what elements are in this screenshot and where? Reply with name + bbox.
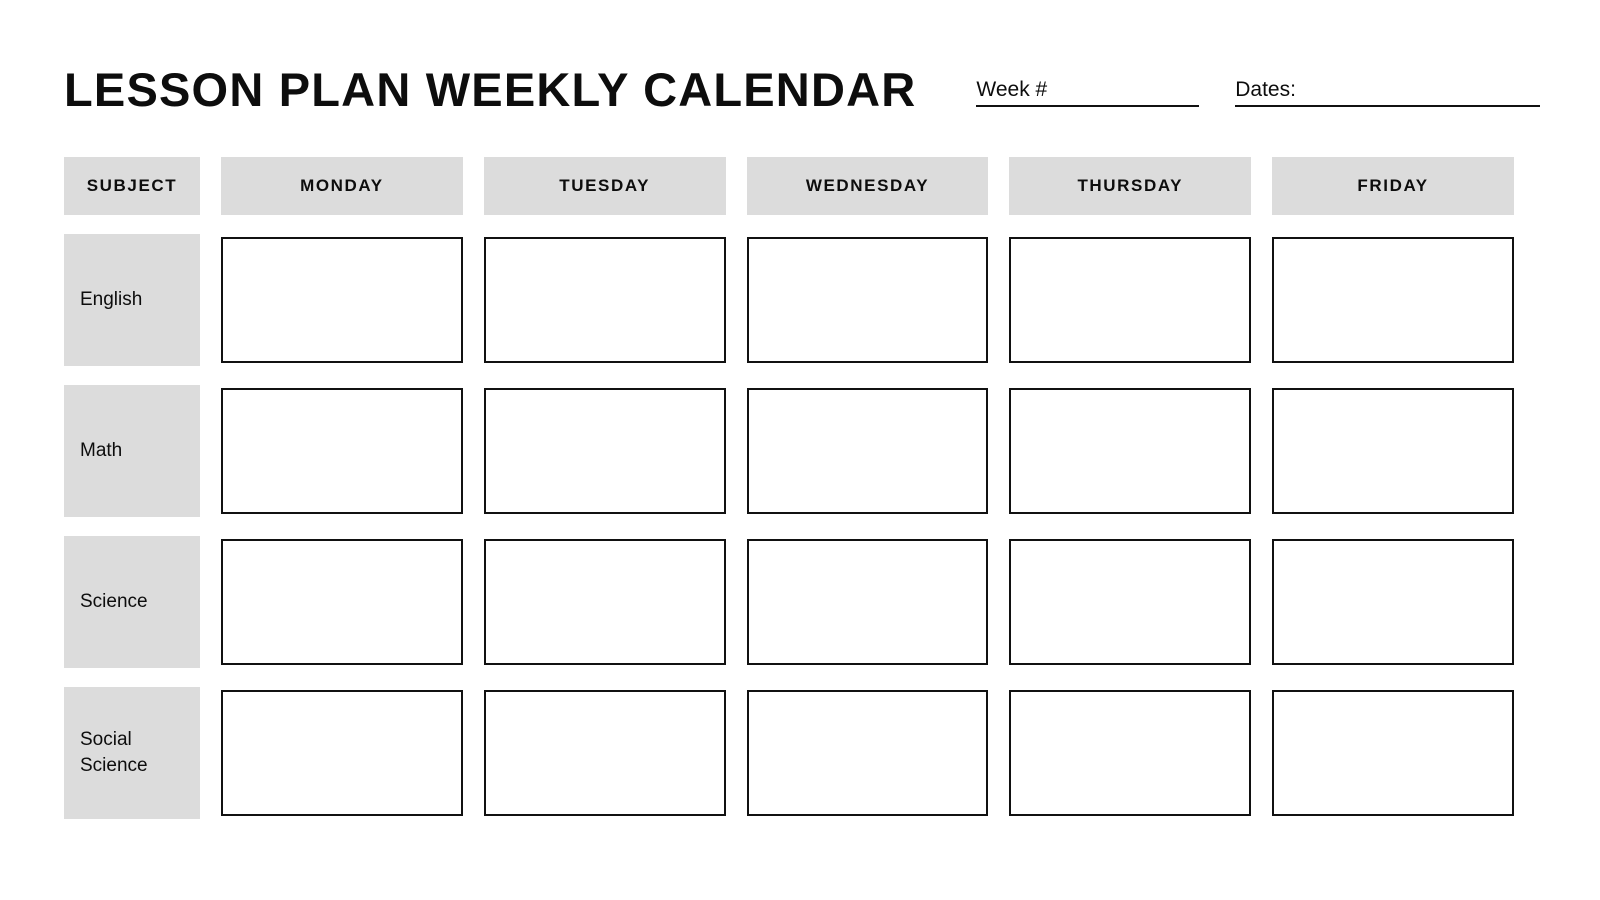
cell-social-science-tuesday-text [486,692,724,814]
cell-science-monday-text [223,541,461,663]
column-header-subject: SUBJECT [64,157,200,215]
cell-science-friday-text [1274,541,1512,663]
header-fields [976,78,1540,107]
page-title: LESSON PLAN WEEKLY CALENDAR [64,63,917,116]
cell-social-science-thursday[interactable] [1009,690,1251,816]
column-header-monday: MONDAY [221,157,463,215]
column-header-thursday: THURSDAY [1009,157,1251,215]
cell-english-tuesday-text [486,239,724,361]
cell-science-thursday[interactable] [1009,539,1251,665]
cell-math-tuesday-text [486,390,724,512]
dates-field[interactable] [1235,78,1540,107]
cell-social-science-monday-text [223,692,461,814]
cell-science-wednesday[interactable] [747,539,989,665]
cell-social-science-tuesday[interactable] [484,690,726,816]
cell-english-thursday-text [1011,239,1249,361]
cell-science-wednesday-text [749,541,987,663]
page-header [64,60,1536,130]
cell-english-wednesday[interactable] [747,237,989,363]
table-row [64,536,1514,668]
cell-english-friday-text [1274,239,1512,361]
subject-label-science: Science [64,536,200,668]
table-row [64,687,1514,819]
weekly-calendar-table [64,157,1514,819]
subject-label-social-science: Social Science [64,687,200,819]
cell-social-science-wednesday-text [749,692,987,814]
cell-math-monday[interactable] [221,388,463,514]
cell-math-wednesday[interactable] [747,388,989,514]
cell-science-tuesday[interactable] [484,539,726,665]
cell-social-science-friday[interactable] [1272,690,1514,816]
cell-english-monday[interactable] [221,237,463,363]
cell-english-friday[interactable] [1272,237,1514,363]
subject-label-math: Math [64,385,200,517]
column-header-friday: FRIDAY [1272,157,1514,215]
cell-english-monday-text [223,239,461,361]
cell-science-tuesday-text [486,541,724,663]
cell-science-monday[interactable] [221,539,463,665]
cell-social-science-thursday-text [1011,692,1249,814]
dates-field-input[interactable] [1300,78,1540,105]
table-row [64,385,1514,517]
cell-math-tuesday[interactable] [484,388,726,514]
cell-english-thursday[interactable] [1009,237,1251,363]
dates-field-label: Dates: [1235,78,1296,101]
cell-math-thursday[interactable] [1009,388,1251,514]
cell-english-tuesday[interactable] [484,237,726,363]
cell-english-wednesday-text [749,239,987,361]
week-field[interactable] [976,78,1199,107]
table-header-row [64,157,1514,215]
column-header-wednesday: WEDNESDAY [747,157,989,215]
cell-math-wednesday-text [749,390,987,512]
cell-math-friday-text [1274,390,1512,512]
cell-math-monday-text [223,390,461,512]
column-header-tuesday: TUESDAY [484,157,726,215]
cell-social-science-monday[interactable] [221,690,463,816]
cell-math-thursday-text [1011,390,1249,512]
week-field-label: Week # [976,78,1048,101]
cell-science-friday[interactable] [1272,539,1514,665]
cell-social-science-friday-text [1274,692,1512,814]
table-row [64,234,1514,366]
cell-math-friday[interactable] [1272,388,1514,514]
subject-label-english: English [64,234,200,366]
cell-science-thursday-text [1011,541,1249,663]
cell-social-science-wednesday[interactable] [747,690,989,816]
week-field-input[interactable] [1051,78,1199,105]
